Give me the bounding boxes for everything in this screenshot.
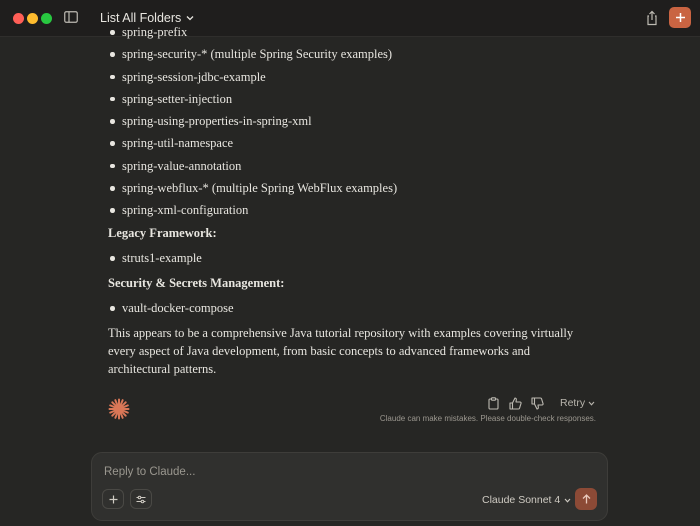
- list-item: spring-webflux-* (multiple Spring WebFlux examples): [108, 177, 397, 199]
- thumbs-up-icon[interactable]: [508, 396, 522, 410]
- send-button[interactable]: [575, 488, 597, 510]
- maximize-window-button[interactable]: [41, 13, 52, 24]
- list-item: spring-using-properties-in-spring-xml: [108, 110, 397, 132]
- legacy-list: [108, 247, 202, 269]
- claude-logo-icon: [108, 398, 130, 420]
- reply-input[interactable]: [102, 462, 586, 482]
- sidebar-toggle-icon[interactable]: [64, 11, 78, 23]
- list-item: spring-xml-configuration: [108, 199, 397, 221]
- security-list: [108, 297, 234, 319]
- spring-list: [108, 21, 397, 222]
- sliders-icon: [136, 495, 146, 504]
- disclaimer-text: Claude can make mistakes. Please double-check responses.: [379, 414, 596, 423]
- tools-button[interactable]: [130, 489, 152, 509]
- list-item: spring-value-annotation: [108, 155, 397, 177]
- plus-icon: [675, 12, 686, 23]
- summary-paragraph: This appears to be a comprehensive Java tutorial repository with examples covering virtually every aspect of Java development, from basic concepts to advanced frameworks and architectural patterns.: [108, 326, 574, 376]
- arrow-up-icon: [582, 494, 591, 504]
- composer: [91, 452, 608, 521]
- security-heading: Security & Secrets Management:: [108, 276, 285, 290]
- close-window-button[interactable]: [13, 13, 24, 24]
- message-content: [0, 25, 700, 445]
- list-item: spring-setter-injection: [108, 88, 397, 110]
- share-icon[interactable]: [645, 10, 659, 26]
- retry-label: Retry: [560, 397, 586, 409]
- model-selector[interactable]: [482, 494, 571, 506]
- list-item: spring-util-namespace: [108, 132, 397, 154]
- retry-button[interactable]: [560, 397, 595, 409]
- add-attachment-button[interactable]: [102, 489, 124, 509]
- thumbs-down-icon[interactable]: [530, 396, 544, 410]
- chevron-down-icon: [588, 401, 595, 406]
- list-item: vault-docker-compose: [108, 297, 234, 319]
- list-item: struts1-example: [108, 247, 202, 269]
- list-item: spring-session-jdbc-example: [108, 66, 397, 88]
- plus-icon: [109, 495, 118, 504]
- new-chat-button[interactable]: [669, 7, 691, 28]
- minimize-window-button[interactable]: [27, 13, 38, 24]
- chevron-down-icon: [564, 498, 571, 503]
- conversation-title: List All Folders: [100, 11, 182, 25]
- list-item: spring-security-* (multiple Spring Security examples): [108, 43, 397, 65]
- list-item: spring-prefix: [108, 21, 397, 43]
- copy-icon[interactable]: [486, 396, 500, 410]
- legacy-heading: Legacy Framework:: [108, 226, 217, 240]
- model-label: Claude Sonnet 4: [482, 494, 561, 506]
- message-actions: [486, 396, 595, 410]
